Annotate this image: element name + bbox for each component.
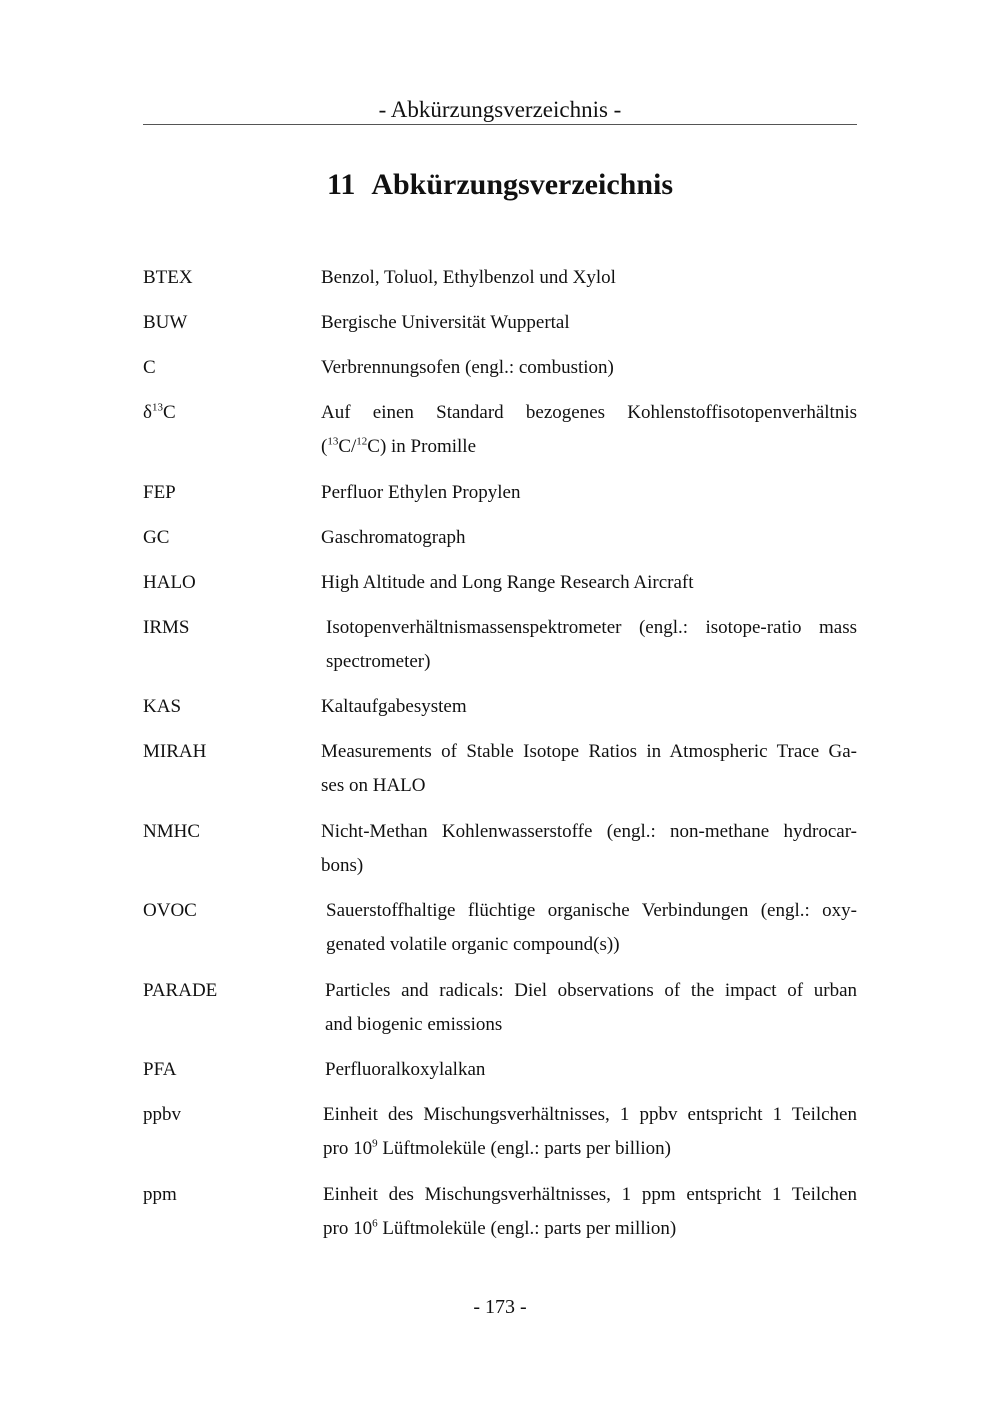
definition-line: Particles and radicals: Diel observations of the impact of urban	[325, 980, 857, 1001]
term-suffix: C	[162, 402, 176, 423]
abbreviation-term: PFA	[143, 1059, 177, 1080]
abbreviation-term: ppm	[143, 1184, 177, 1205]
abbreviation-term: GC	[143, 527, 170, 548]
text-part: Lüftmoleküle (engl.: parts per million)	[377, 1218, 677, 1239]
definition-line: Kaltaufgabesystem	[321, 696, 467, 717]
abbreviation-definition	[321, 521, 857, 555]
definition-line: Perfluoralkoxylalkan	[325, 1059, 486, 1080]
superscript: 6	[372, 1217, 378, 1230]
definition-line: spectrometer)	[326, 651, 431, 672]
chapter-number: 11	[326, 168, 356, 201]
text-part: (	[321, 436, 328, 457]
abbreviation-definition	[326, 611, 857, 679]
abbreviation-definition	[325, 1053, 857, 1087]
abbreviation-definition	[321, 351, 857, 385]
abbreviation-definition	[321, 815, 857, 883]
abbreviation-term: IRMS	[143, 617, 190, 638]
page-number: - 173 -	[473, 1296, 527, 1318]
definition-line: Einheit des Mischungsverhältnisses, 1 ppm entspricht 1 Teilchen	[323, 1184, 857, 1205]
superscript: 12	[356, 435, 368, 448]
definition-line: Bergische Universität Wuppertal	[321, 312, 570, 333]
text-part: pro 10	[323, 1138, 373, 1159]
abbreviation-term: PARADE	[143, 980, 218, 1001]
abbreviation-definition	[321, 396, 857, 464]
abbreviation-term: BUW	[143, 312, 188, 333]
term-prefix: δ	[143, 402, 152, 423]
definition-line: Isotopenverhältnismassenspektrometer (engl.: isotope-ratio mass	[326, 617, 857, 638]
term-superscript: 13	[151, 401, 163, 414]
text-part: C) in Promille	[367, 436, 477, 457]
abbreviation-definition	[325, 974, 857, 1042]
definition-line: Gaschromatograph	[321, 527, 466, 548]
abbreviation-term: HALO	[143, 572, 196, 593]
abbreviation-term	[143, 396, 313, 430]
definition-line: Nicht-Methan Kohlenwasserstoffe (engl.: non-methane hydrocar-	[321, 821, 857, 842]
abbreviation-term: ppbv	[143, 1104, 181, 1125]
abbreviation-definition	[321, 476, 857, 510]
abbreviation-definition	[321, 566, 857, 600]
definition-line: Verbrennungsofen (engl.: combustion)	[321, 357, 614, 378]
definition-line	[321, 430, 857, 464]
abbreviation-definition	[321, 261, 857, 295]
definition-line: Perfluor Ethylen Propylen	[321, 482, 521, 503]
text-part: C/	[338, 436, 357, 457]
abbreviation-definition	[323, 1178, 857, 1246]
abbreviation-term: OVOC	[143, 900, 197, 921]
text-part: pro 10	[323, 1218, 373, 1239]
superscript: 13	[327, 435, 339, 448]
definition-line	[323, 1132, 857, 1166]
definition-line: genated volatile organic compound(s))	[326, 934, 620, 955]
text-part: Lüftmoleküle (engl.: parts per billion)	[377, 1138, 671, 1159]
abbreviation-definition	[321, 735, 857, 803]
abbreviation-definition	[323, 1098, 857, 1166]
definition-line: Benzol, Toluol, Ethylbenzol und Xylol	[321, 267, 616, 288]
abbreviation-term: FEP	[143, 482, 176, 503]
abbreviation-term: C	[143, 357, 156, 378]
definition-line: bons)	[321, 855, 364, 876]
definition-line	[323, 1212, 857, 1246]
abbreviation-definition	[321, 690, 857, 724]
definition-line: Sauerstoffhaltige flüchtige organische Verbindungen (engl.: oxy-	[326, 900, 857, 921]
definition-line: Einheit des Mischungsverhältnisses, 1 ppbv entspricht 1 Teilchen	[323, 1104, 857, 1125]
abbreviation-term: MIRAH	[143, 741, 207, 762]
definition-line: Auf einen Standard bezogenes Kohlenstoffisotopenverhältnis	[321, 402, 857, 423]
abbreviation-definition	[321, 306, 857, 340]
superscript: 9	[372, 1137, 378, 1150]
running-header-text: - Abkürzungsverzeichnis -	[378, 97, 622, 122]
chapter-title-text: Abkürzungsverzeichnis	[371, 168, 674, 201]
abbreviation-term: KAS	[143, 696, 182, 717]
definition-line: ses on HALO	[321, 775, 426, 796]
definition-line: High Altitude and Long Range Research Aircraft	[321, 572, 694, 593]
definition-line: and biogenic emissions	[325, 1014, 503, 1035]
abbreviation-definition	[326, 894, 857, 962]
abbreviation-term: NMHC	[143, 821, 201, 842]
abbreviation-term: BTEX	[143, 267, 193, 288]
definition-line: Measurements of Stable Isotope Ratios in Atmospheric Trace Ga-	[321, 741, 857, 762]
